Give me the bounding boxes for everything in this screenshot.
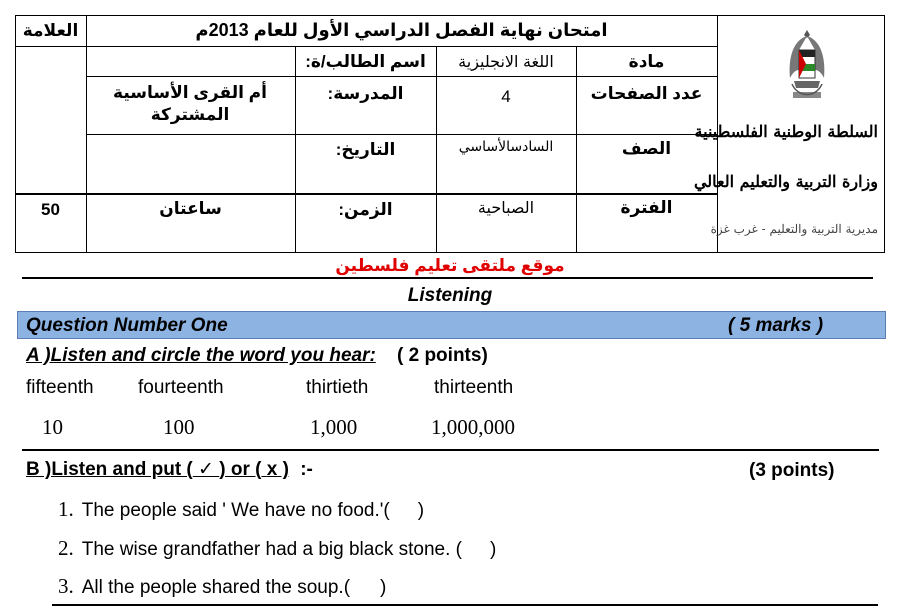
part-a-instruction: A )Listen and circle the word you hear: <box>26 345 376 366</box>
answer-blank[interactable]: ) <box>417 500 425 521</box>
school-value-line2: المشتركة <box>150 105 230 124</box>
date-label: التاريخ: <box>335 140 396 159</box>
exam-title: امتحان نهاية الفصل الدراسي الأول للعام 2013م <box>195 20 608 40</box>
subject-label: مادة <box>628 51 665 71</box>
org-line1: السلطة الوطنية الفلسطينية <box>694 122 878 141</box>
statement-item <box>58 497 424 522</box>
part-b-prefix: B )Listen and put ( <box>26 459 193 480</box>
item-text: The wise grandfather had a big black stone. ( <box>81 539 462 560</box>
subject-value: اللغة الانجليزية <box>458 53 554 71</box>
part-b-instruction-underlined: B )Listen and put ( ✓ ) or ( x ) <box>26 459 289 480</box>
period-value: الصباحية <box>477 200 535 217</box>
period-label: الفترة <box>620 198 673 217</box>
number-option[interactable]: 1,000 <box>310 415 358 439</box>
pages-value: 4 <box>501 87 511 106</box>
word-option[interactable]: fourteenth <box>138 377 224 398</box>
total-mark: 50 <box>41 200 60 219</box>
school-label: المدرسة: <box>327 84 404 103</box>
separator-line <box>52 604 878 606</box>
ministry-logo-block <box>693 22 880 252</box>
part-b-instruction: B )Listen and put ( ✓ ) or ( x ) :- <box>26 459 313 480</box>
palestine-eagle-emblem-icon <box>784 26 830 104</box>
part-b-points: (3 points) <box>749 460 835 481</box>
site-name: موقع ملتقى تعليم فلسطين <box>335 256 565 275</box>
student-name-label: اسم الطالب/ة: <box>305 51 426 71</box>
item-number: 3. <box>58 574 74 598</box>
org-line2: وزارة التربية والتعليم العالي <box>693 172 878 191</box>
statement-item <box>58 574 386 599</box>
school-value-line1: أم القرى الأساسية <box>113 83 267 102</box>
answer-blank[interactable]: ) <box>489 539 497 560</box>
divider <box>15 46 86 47</box>
separator-line <box>22 449 879 451</box>
part-a-points: ( 2 points) <box>397 345 488 366</box>
question-label: Question Number One <box>26 315 228 336</box>
class-value: السادسالأساسي <box>458 137 554 154</box>
check-mark-icon: ✓ <box>198 459 214 480</box>
number-option[interactable]: 1,000,000 <box>431 415 515 439</box>
grade-label: العلامة <box>22 20 79 40</box>
pages-label: عدد الصفحات <box>590 84 703 103</box>
time-label: الزمن: <box>338 200 393 219</box>
word-option[interactable]: thirtieth <box>306 377 369 398</box>
time-value: ساعتان <box>159 199 222 218</box>
class-label: الصف <box>621 139 672 158</box>
item-number: 1. <box>58 497 74 521</box>
answer-blank[interactable]: ) <box>380 577 387 598</box>
org-line3: مديرية التربية والتعليم - غرب غزة <box>710 222 878 236</box>
item-text: The people said ' We have no food.'( <box>81 500 390 521</box>
number-option[interactable]: 10 <box>42 415 63 439</box>
statement-item <box>58 536 496 561</box>
cross-mark-icon: x <box>266 459 278 480</box>
school-value <box>100 82 280 126</box>
question-marks: ( 5 marks ) <box>728 315 824 336</box>
student-name-field <box>86 47 295 76</box>
section-title: Listening <box>407 285 493 306</box>
number-option[interactable]: 100 <box>163 415 195 439</box>
part-b-mid: ) or ( <box>219 459 262 480</box>
question-bar <box>17 311 886 339</box>
separator-line <box>22 277 873 279</box>
item-text: All the people shared the soup.( <box>81 577 351 598</box>
item-number: 2. <box>58 536 74 560</box>
word-option[interactable]: fifteenth <box>26 377 94 398</box>
word-option[interactable]: thirteenth <box>434 377 514 398</box>
